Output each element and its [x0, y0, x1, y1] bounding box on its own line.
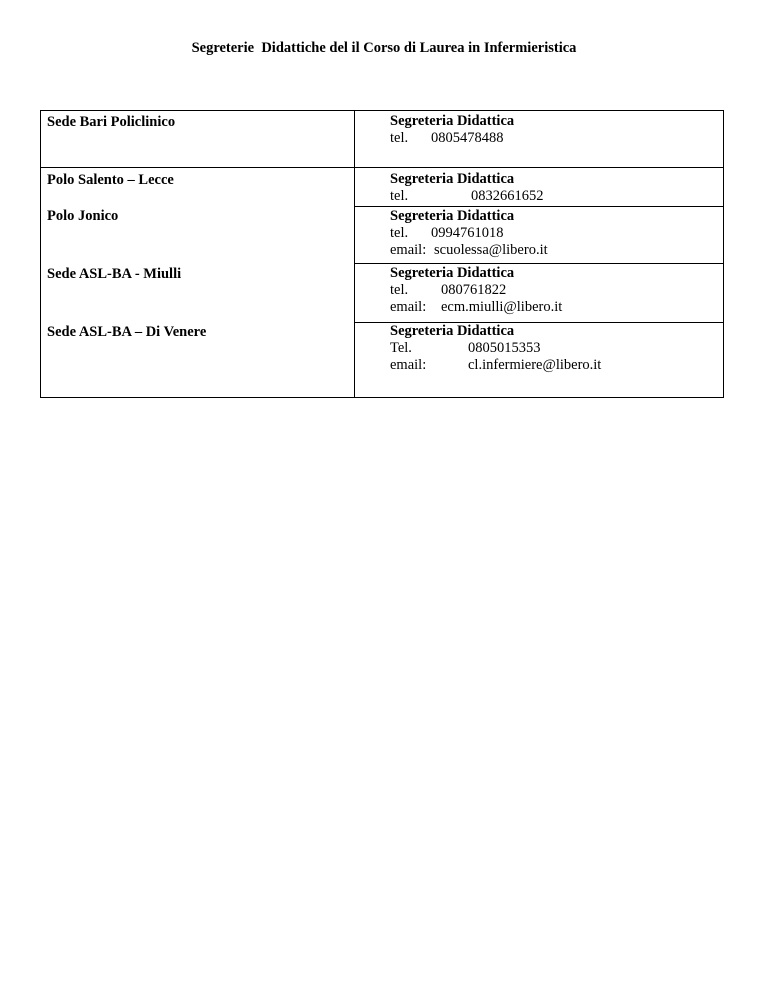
office-entry	[390, 323, 720, 374]
phone-label: tel.	[390, 130, 409, 146]
office-entry	[390, 113, 720, 147]
email-line	[390, 357, 720, 374]
phone-line	[390, 340, 720, 357]
location-polo-salento: Polo Salento – Lecce	[47, 172, 174, 188]
email-label: email:	[390, 242, 427, 258]
office-name: Segreteria Didattica	[390, 323, 515, 339]
email-address[interactable]: scuolessa@libero.it	[434, 242, 548, 258]
location-bari-policlinico: Sede Bari Policlinico	[47, 114, 176, 130]
office-name: Segreteria Didattica	[390, 265, 515, 281]
phone-number: 0805015353	[468, 340, 541, 356]
office-entry	[390, 208, 720, 259]
office-name: Segreteria Didattica	[390, 113, 515, 129]
email-line	[390, 299, 720, 316]
row-divider	[354, 206, 723, 207]
email-label: email:	[390, 299, 427, 315]
email-address[interactable]: ecm.miulli@libero.it	[441, 299, 563, 315]
phone-label: Tel.	[390, 340, 412, 356]
email-address[interactable]: cl.infermiere@libero.it	[468, 357, 602, 373]
office-name: Segreteria Didattica	[390, 171, 515, 187]
phone-line	[390, 225, 720, 242]
phone-label: tel.	[390, 225, 409, 241]
email-label: email:	[390, 357, 427, 373]
phone-line	[390, 130, 720, 147]
phone-label: tel.	[390, 188, 409, 204]
location-asl-ba-miulli: Sede ASL-BA - Miulli	[47, 266, 182, 282]
office-entry	[390, 171, 720, 205]
location-polo-jonico: Polo Jonico	[47, 208, 119, 224]
email-line	[390, 242, 720, 259]
row-divider	[41, 167, 723, 168]
phone-line	[390, 282, 720, 299]
page-title: Segreterie Didattiche del il Corso di Laurea in Infermieristica	[191, 40, 577, 56]
phone-label: tel.	[390, 282, 409, 298]
phone-line	[390, 188, 720, 205]
phone-number: 0805478488	[431, 130, 504, 146]
column-divider	[354, 111, 355, 397]
phone-number: 0832661652	[471, 188, 544, 204]
phone-number: 080761822	[441, 282, 507, 298]
office-entry	[390, 265, 720, 316]
row-divider	[354, 263, 723, 264]
contacts-table	[40, 110, 724, 398]
phone-number: 0994761018	[431, 225, 504, 241]
office-name: Segreteria Didattica	[390, 208, 515, 224]
location-asl-ba-di-venere: Sede ASL-BA – Di Venere	[47, 324, 207, 340]
